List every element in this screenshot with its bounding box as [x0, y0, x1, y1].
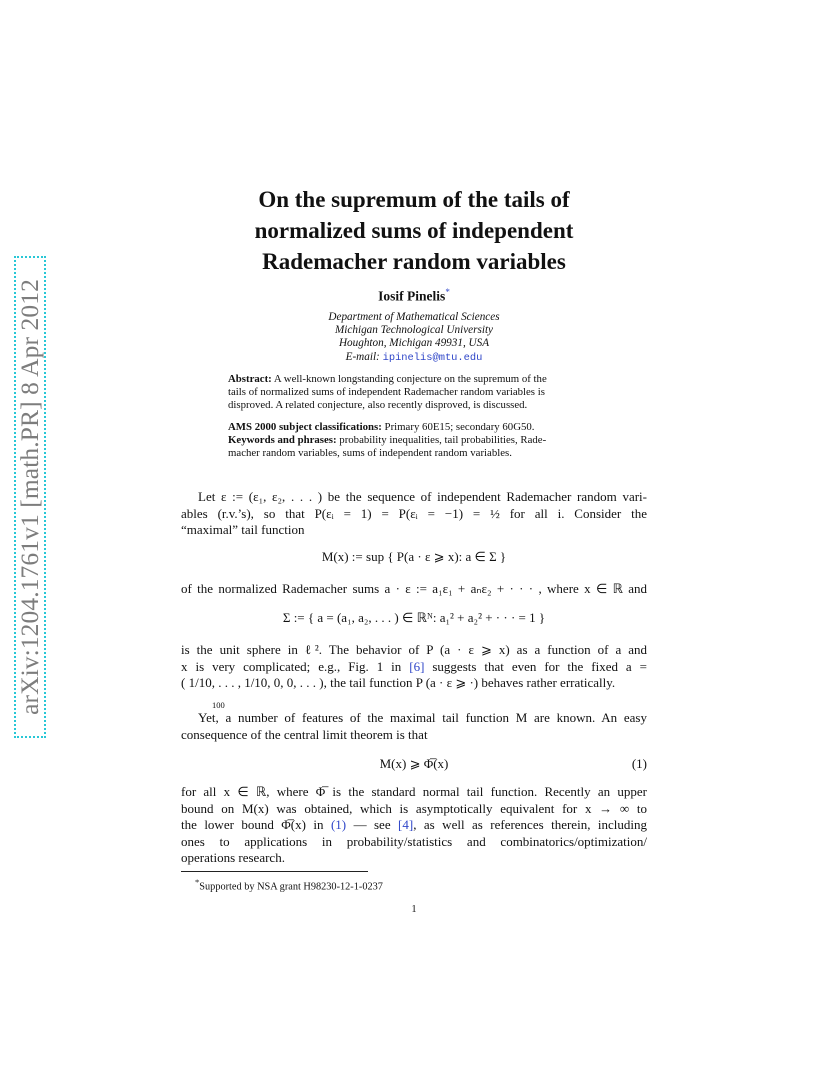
citation-4[interactable]: [4] — [398, 817, 414, 832]
p5-line-1: for all x ∈ ℝ, where Φ̅ is the standard normal tail function. Recently an upper — [181, 784, 647, 799]
p1-line-1: Let ε := (ε₁, ε₂, . . . ) be the sequence of independent Rademacher random vari- — [198, 489, 647, 504]
p1-line-3: “maximal” tail function — [181, 522, 305, 537]
paragraph-2 — [181, 581, 647, 598]
footnote-text: Supported by NSA grant H98230-12-1-0237 — [199, 881, 383, 893]
p5-line-3: the lower bound Φ̅(x) in (1) — see [4], as well as references therein, including — [181, 817, 647, 832]
p5-line-5: operations research. — [181, 850, 285, 865]
abstract-line-3: disproved. A related conjecture, also recently disproved, is discussed. — [228, 399, 528, 411]
title-line-1: On the supremum of the tails of — [258, 187, 570, 212]
equation-1-body: M(x) ⩾ Φ̅(x) — [379, 756, 449, 771]
equation-ref-1[interactable]: (1) — [330, 817, 347, 832]
p4-line-1: Yet, a number of features of the maximal tail function M are known. An easy — [198, 710, 647, 725]
affiliation-city: Houghton, Michigan 49931, USA — [338, 337, 490, 350]
p5-line-4: ones to applications in probability/statistics and combinatorics/optimization/ — [181, 833, 647, 849]
citation-6[interactable]: [6] — [409, 658, 425, 674]
paragraph-3 — [181, 642, 647, 692]
p1-line-2: ables (r.v.’s), so that P(εᵢ = 1) = P(εᵢ = −1) = ½ for all i. Consider the — [181, 505, 647, 521]
page-number: 1 — [411, 904, 417, 915]
author-name: Iosif Pinelis — [378, 288, 446, 304]
equation-1-number: (1) — [631, 756, 647, 771]
p3-line-3: ( 1/10, . . . , 1/10, 0, 0, . . . ), the tail function P (a · ε ⩾ ·) behaves rather erratically. — [181, 675, 616, 690]
arxiv-stamp-text: arXiv:1204.1761v1 [math.PR] 8 Apr 2012 — [15, 279, 44, 715]
equation-1 — [181, 756, 647, 772]
keywords-line-2: macher random variables, sums of independent random variables. — [228, 447, 512, 459]
paragraph-1 — [181, 489, 647, 539]
title-line-2: normalized sums of independent — [254, 218, 574, 243]
affiliation-email-row — [180, 351, 648, 365]
ams-label: AMS 2000 subject classifications: — [228, 421, 382, 433]
author-footnote-mark[interactable]: * — [445, 287, 450, 297]
abstract-block — [228, 373, 602, 460]
equation-M-definition: M(x) := sup { P(a · ε ⩾ x): a ∈ Σ } — [321, 549, 507, 564]
ams-classification: AMS 2000 subject classifications: Primary 60E15; secondary 60G50. — [228, 421, 535, 433]
p3-line-1: is the unit sphere in ℓ². The behavior of P (a · ε ⩾ x) as a function of a and — [181, 642, 647, 657]
email-label: E-mail: — [345, 350, 383, 363]
p5-line-2: bound on M(x) was obtained, which is asymptotically equivalent for x → ∞ to — [181, 800, 647, 816]
affiliation — [180, 311, 648, 365]
abstract-line-1: Abstract: A well-known longstanding conjecture on the supremum of the — [228, 373, 547, 385]
keywords-line-1: Keywords and phrases: probability inequalities, tail probabilities, Rade- — [228, 434, 547, 446]
email-link[interactable]: ipinelis@mtu.edu — [382, 351, 483, 364]
author — [180, 287, 648, 305]
paragraph-4 — [181, 710, 647, 743]
p3-line-2: x is very complicated; e.g., Fig. 1 in [6] suggests that even for the fixed a = — [181, 658, 647, 674]
p4-line-2: consequence of the central limit theorem is that — [181, 726, 428, 742]
abstract-label: Abstract: — [228, 373, 272, 385]
paper-title — [180, 184, 648, 277]
p2-line-1: of the normalized Rademacher sums a · ε := a₁ε₁ + aₙε₂ + · · · , where x ∈ ℝ and — [181, 581, 647, 596]
arxiv-stamp — [14, 256, 46, 738]
underbrace-count: 100 — [212, 700, 225, 710]
footnote — [181, 877, 661, 892]
footnote-mark: * — [195, 877, 200, 887]
keywords-label: Keywords and phrases: — [228, 434, 337, 446]
paragraph-5 — [181, 784, 647, 867]
title-line-3: Rademacher random variables — [262, 249, 566, 274]
affiliation-university: Michigan Technological University — [334, 324, 494, 337]
affiliation-dept: Department of Mathematical Sciences — [328, 311, 500, 323]
equation-Sigma-definition: Σ := { a = (a₁, a₂, . . . ) ∈ ℝᴺ: a₁² + a₂² + · · · = 1 } — [282, 610, 546, 625]
abstract-line-2: tails of normalized sums of independent Rademacher random variables is — [228, 386, 545, 398]
footnote-rule — [181, 871, 368, 872]
